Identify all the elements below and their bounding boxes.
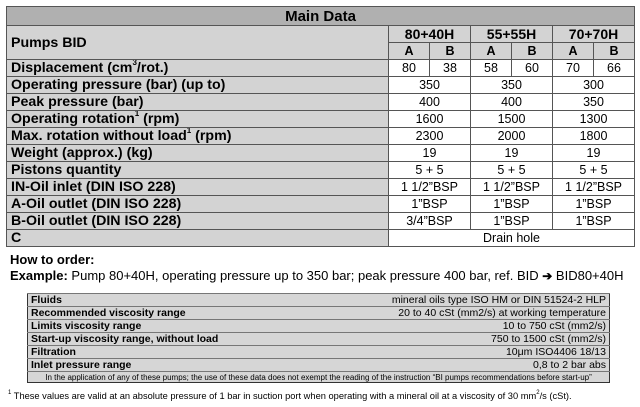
value-cell: Drain hole (389, 230, 635, 247)
property-label: Filtration (28, 346, 288, 359)
value-cell: 66 (594, 60, 635, 77)
value-cell: 350 (553, 94, 635, 111)
example-label: Example: (10, 268, 68, 283)
value-cell: 2300 (389, 128, 471, 145)
section-a-header: A (471, 43, 512, 60)
value-cell: 19 (553, 145, 635, 162)
section-b-header: B (430, 43, 471, 60)
value-cell: 1”BSP (553, 213, 635, 230)
value-cell: 1500 (471, 111, 553, 128)
property-label: Limits viscosity range (28, 320, 288, 333)
row-label: Weight (approx.) (kg) (7, 145, 389, 162)
property-label: Start-up viscosity range, without load (28, 333, 288, 346)
footnote-mark: 1 (8, 389, 12, 396)
property-value: 750 to 1500 cSt (mm2/s) (288, 333, 610, 346)
table-row (28, 333, 610, 346)
fluids-table (27, 293, 610, 383)
value-cell: 5 + 5 (553, 162, 635, 179)
section-a-header: A (389, 43, 430, 60)
value-cell: 1800 (553, 128, 635, 145)
main-title: Main Data (7, 7, 635, 26)
model-header: 70+70H (553, 26, 635, 43)
property-label: Fluids (28, 294, 288, 307)
data-row (7, 162, 635, 179)
example-result: BID80+40H (552, 268, 624, 283)
value-cell: 5 + 5 (471, 162, 553, 179)
value-cell: 80 (389, 60, 430, 77)
usage-note: In the application of any of these pumps; the use of these data does not exempt the reading of the instruction “BI pumps recommendations before start-up” (28, 372, 610, 383)
value-cell: 60 (512, 60, 553, 77)
value-cell: 400 (471, 94, 553, 111)
how-to-order-heading: How to order: (10, 252, 95, 267)
table-row (28, 320, 610, 333)
arrow-right-icon: ➔ (542, 269, 553, 283)
footnote-text: These values are valid at an absolute pressure of 1 bar in suction port when operating with a mineral oil at a viscosity of 30 mm (11, 391, 537, 401)
row-label: Displacement $(cm^3/rot.)$ (7, 60, 389, 77)
row-label: Operating pressure (bar) (up to) (7, 77, 389, 94)
footnote-sup: 2 (536, 389, 540, 396)
property-label: Inlet pressure range (28, 359, 288, 372)
value-cell: 300 (553, 77, 635, 94)
row-label: B-Oil outlet (DIN ISO 228) (7, 213, 389, 230)
table-row (28, 294, 610, 307)
main-data-table (6, 6, 635, 247)
data-row (7, 179, 635, 196)
data-row (7, 145, 635, 162)
property-value: mineral oils type ISO HM or DIN 51524-2 HLP (288, 294, 610, 307)
property-value: 10 to 750 cSt (mm2/s) (288, 320, 610, 333)
value-cell: 350 (471, 77, 553, 94)
data-row (7, 111, 635, 128)
example-text: Pump 80+40H, operating pressure up to 350 bar; peak pressure 400 bar, ref. BID (67, 268, 543, 283)
section-b-header: B (594, 43, 635, 60)
data-row (7, 77, 635, 94)
data-row (7, 196, 635, 213)
value-cell: 1”BSP (553, 196, 635, 213)
section-a-header: A (553, 43, 594, 60)
section-b-header: B (512, 43, 553, 60)
row-label: Pistons quantity (7, 162, 389, 179)
row-label: C (7, 230, 389, 247)
pumps-header: Pumps BID (7, 26, 389, 60)
row-label: IN-Oil inlet (DIN ISO 228) (7, 179, 389, 196)
table-row (28, 307, 610, 320)
value-cell: 1”BSP (389, 196, 471, 213)
property-label: Recommended viscosity range (28, 307, 288, 320)
table-row (28, 359, 610, 372)
row-label: A-Oil outlet (DIN ISO 228) (7, 196, 389, 213)
value-cell: 350 (389, 77, 471, 94)
value-cell: 3/4”BSP (389, 213, 471, 230)
row-label: Max. rotation without load$^1$ (rpm) (7, 128, 389, 145)
row-label: Peak pressure (bar) (7, 94, 389, 111)
value-cell: 2000 (471, 128, 553, 145)
table-row (28, 346, 610, 359)
value-cell: 19 (471, 145, 553, 162)
order-example (10, 268, 624, 283)
data-row (7, 94, 635, 111)
model-header: 80+40H (389, 26, 471, 43)
value-cell: 1 1/2”BSP (471, 179, 553, 196)
property-value: 10μm ISO4406 18/13 (288, 346, 610, 359)
data-row (7, 230, 635, 247)
value-cell: 70 (553, 60, 594, 77)
row-label: Operating rotation$^1$ (rpm) (7, 111, 389, 128)
data-row (7, 213, 635, 230)
value-cell: 400 (389, 94, 471, 111)
value-cell: 1 1/2”BSP (389, 179, 471, 196)
value-cell: 1 1/2”BSP (553, 179, 635, 196)
footnote-text-end: /s (cSt). (539, 391, 572, 401)
value-cell: 38 (430, 60, 471, 77)
value-cell: 1”BSP (471, 213, 553, 230)
data-row (7, 128, 635, 145)
property-value: 0,8 to 2 bar abs (288, 359, 610, 372)
value-cell: 5 + 5 (389, 162, 471, 179)
value-cell: 19 (389, 145, 471, 162)
footnote (8, 391, 572, 401)
value-cell: 1300 (553, 111, 635, 128)
value-cell: 58 (471, 60, 512, 77)
value-cell: 1”BSP (471, 196, 553, 213)
model-header: 55+55H (471, 26, 553, 43)
value-cell: 1600 (389, 111, 471, 128)
data-row (7, 60, 635, 77)
property-value: 20 to 40 cSt (mm2/s) at working temperature (288, 307, 610, 320)
